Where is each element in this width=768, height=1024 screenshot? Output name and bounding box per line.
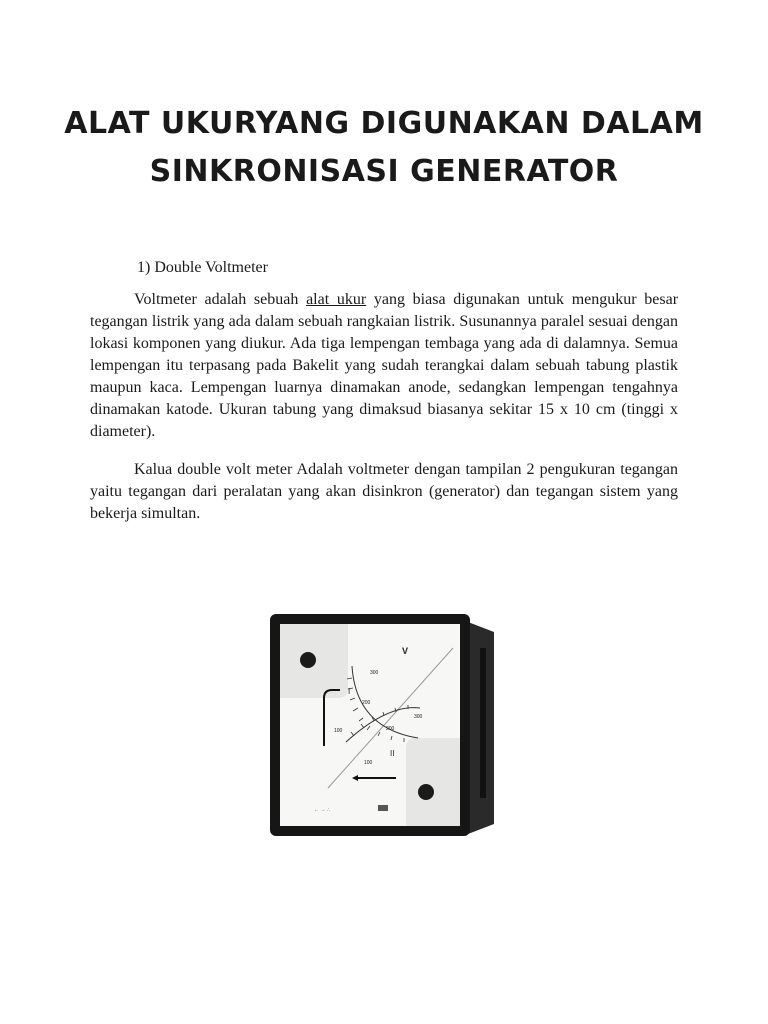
meter-knob-top [300,652,316,668]
scale2-label: II [390,749,395,758]
title-line-2: SINKRONISASI GENERATOR [149,154,619,189]
paragraph-double-voltmeter: Kalua double volt meter Adalah voltmeter dengan tampilan 2 pengukuran tegangan yaitu tegangan dari peralatan yang akan disinkron (generator) dan tegangan sistem yang bekerja simultan. [90,461,678,522]
meter-housing-slot [480,648,486,798]
paragraph-voltmeter [90,289,678,443]
scale1-tick-200: 200 [362,700,371,706]
meter-footer-mark: ← → ∴ [314,807,330,813]
alat-ukur-link[interactable]: alat ukur [306,291,367,308]
meter-unit-label: V [402,646,409,656]
section-heading: 1) Double Voltmeter [137,259,268,276]
scale1-tick-100: 100 [334,728,343,734]
page-title [60,100,708,196]
meter-brand-logo [378,805,388,811]
title-line-1: ALAT UKURYANG DIGUNAKAN DALAM [64,106,704,141]
scale1-label: I [348,687,351,696]
meter-shadow-right [406,738,460,826]
paragraph1-text-start: Voltmeter adalah sebuah [134,291,307,308]
scale2-tick-100: 100 [364,760,373,766]
scale2-tick-300: 300 [414,714,423,720]
scale2-tick-200: 200 [386,726,395,732]
scale1-tick-300: 300 [370,670,379,676]
paragraph1-text-end: yang biasa digunakan untuk mengukur besar tegangan listrik yang ada dalam sebuah rangkaian listrik. Susunannya paralel sesuai dengan lokasi komponen yang diukur. Ada tiga lempengan tembaga yang ada di dalamnya. Semua lempengan itu terpasang pada Bakelit yang sudah terangkai dalam sebuah tabung plastik maupun kaca. Lempengan luarnya dinamakan anode, sedangkan lempengan tengahnya dinamakan katode. Ukuran tabung yang dimaksud biasanya sekitar 15 x 10 cm (tinggi x diameter). [90,291,679,440]
double-voltmeter-image [268,608,500,844]
meter-knob-bottom [418,784,434,800]
